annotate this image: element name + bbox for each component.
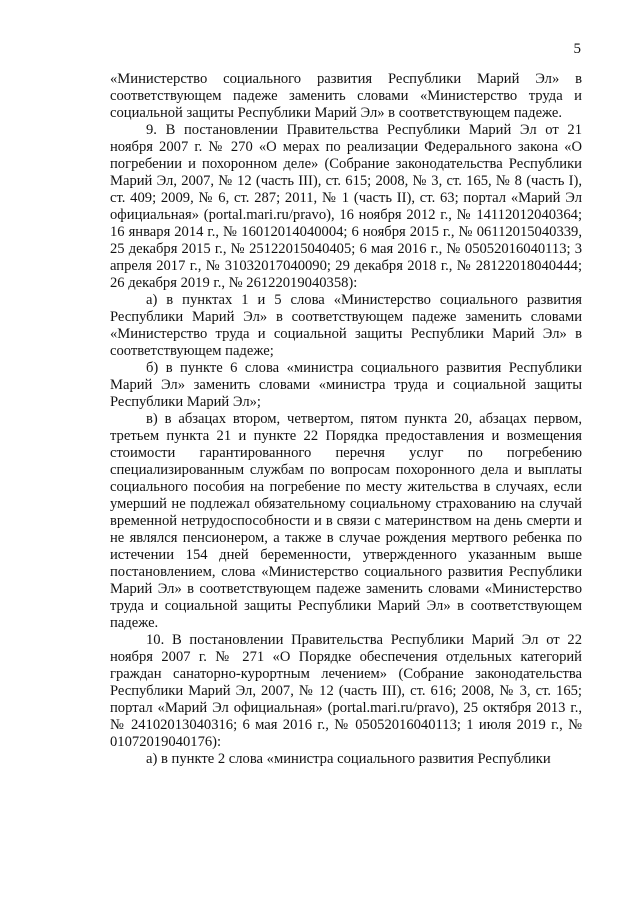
paragraph-item-9: 9. В постановлении Правительства Республики Марий Эл от 21 ноября 2007 г. № 270 «О мерах по реализации Федерального закона «О погребении и похоронном деле» (Собрание законодательства Республики Марий Эл, 2007, № 12 (часть III), ст. 615; 2008, № 3, ст. 165, № 8 (часть I), ст. 409; 2009, № 6, ст. 287; 2011, № 1 (часть II), ст. 63; портал «Марий Эл официальная» (portal.mari.ru/pravo), 16 ноября 2012 г., № 14112012040364; 16 января 2014 г., № 16012014040004; 6 ноября 2015 г., № 06112015040339, 25 декабря 2015 г., № 25122015040405; 6 мая 2016 г., № 05052016040113; 3 апреля 2017 г., № 31032017040090; 29 декабря 2018 г., № 28122018040444; 26 декабря 2019 г., № 26122019040358): — [110, 122, 582, 291]
paragraph-item-9b: б) в пункте 6 слова «министра социального развития Республики Марий Эл» заменить словами «министра труда и социальной защиты Республики Марий Эл»; — [110, 360, 582, 410]
paragraph-item-9a: а) в пунктах 1 и 5 слова «Министерство социального развития Республики Марий Эл» в соответствующем падеже заменить словами «Министерство труда и социальной защиты Республики Марий Эл» в соответствующем падеже; — [110, 292, 582, 359]
paragraph-item-10a: а) в пункте 2 слова «министра социального развития Республики — [146, 751, 551, 767]
paragraph-continuation: «Министерство социального развития Республики Марий Эл» в соответствующем падеже заменить словами «Министерство труда и социальной защиты Республики Марий Эл» в соответствующем падеже. — [110, 71, 582, 121]
page-number: 5 — [573, 41, 581, 57]
paragraph-item-9v: в) в абзацах втором, четвертом, пятом пункта 20, абзацах первом, третьем пункта 21 и пункте 22 Порядка предоставления и возмещения стоимости гарантированного перечня услуг по погребению специализированным службам по вопросам похоронного дела и выплаты социального пособия на погребение по месту жительства в случаях, если умерший не подлежал обязательному социальному страхованию на случай временной нетрудоспособности и в связи с материнством на день смерти и не являлся пенсионером, а также в случае рождения мертвого ребенка по истечении 154 дней беременности, утвержденного указанным выше постановлением, слова «Министерство социального развития Республики Марий Эл» в соответствующем падеже заменить словами «Министерство труда и социальной защиты Республики Марий Эл» в соответствующем падеже. — [110, 411, 582, 631]
document-body — [110, 71, 582, 768]
paragraph-item-10: 10. В постановлении Правительства Республики Марий Эл от 22 ноября 2007 г. № 271 «О Порядке обеспечения отдельных категорий граждан санаторно-курортным лечением» (Собрание законодательства Республики Марий Эл, 2007, № 12 (часть III), ст. 616; 2008, № 3, ст. 165; портал «Марий Эл официальная» (portal.mari.ru/pravo), 25 октября 2013 г., № 24102013040316; 6 мая 2016 г., № 05052016040113; 1 июля 2019 г., № 01072019040176): — [110, 632, 582, 750]
